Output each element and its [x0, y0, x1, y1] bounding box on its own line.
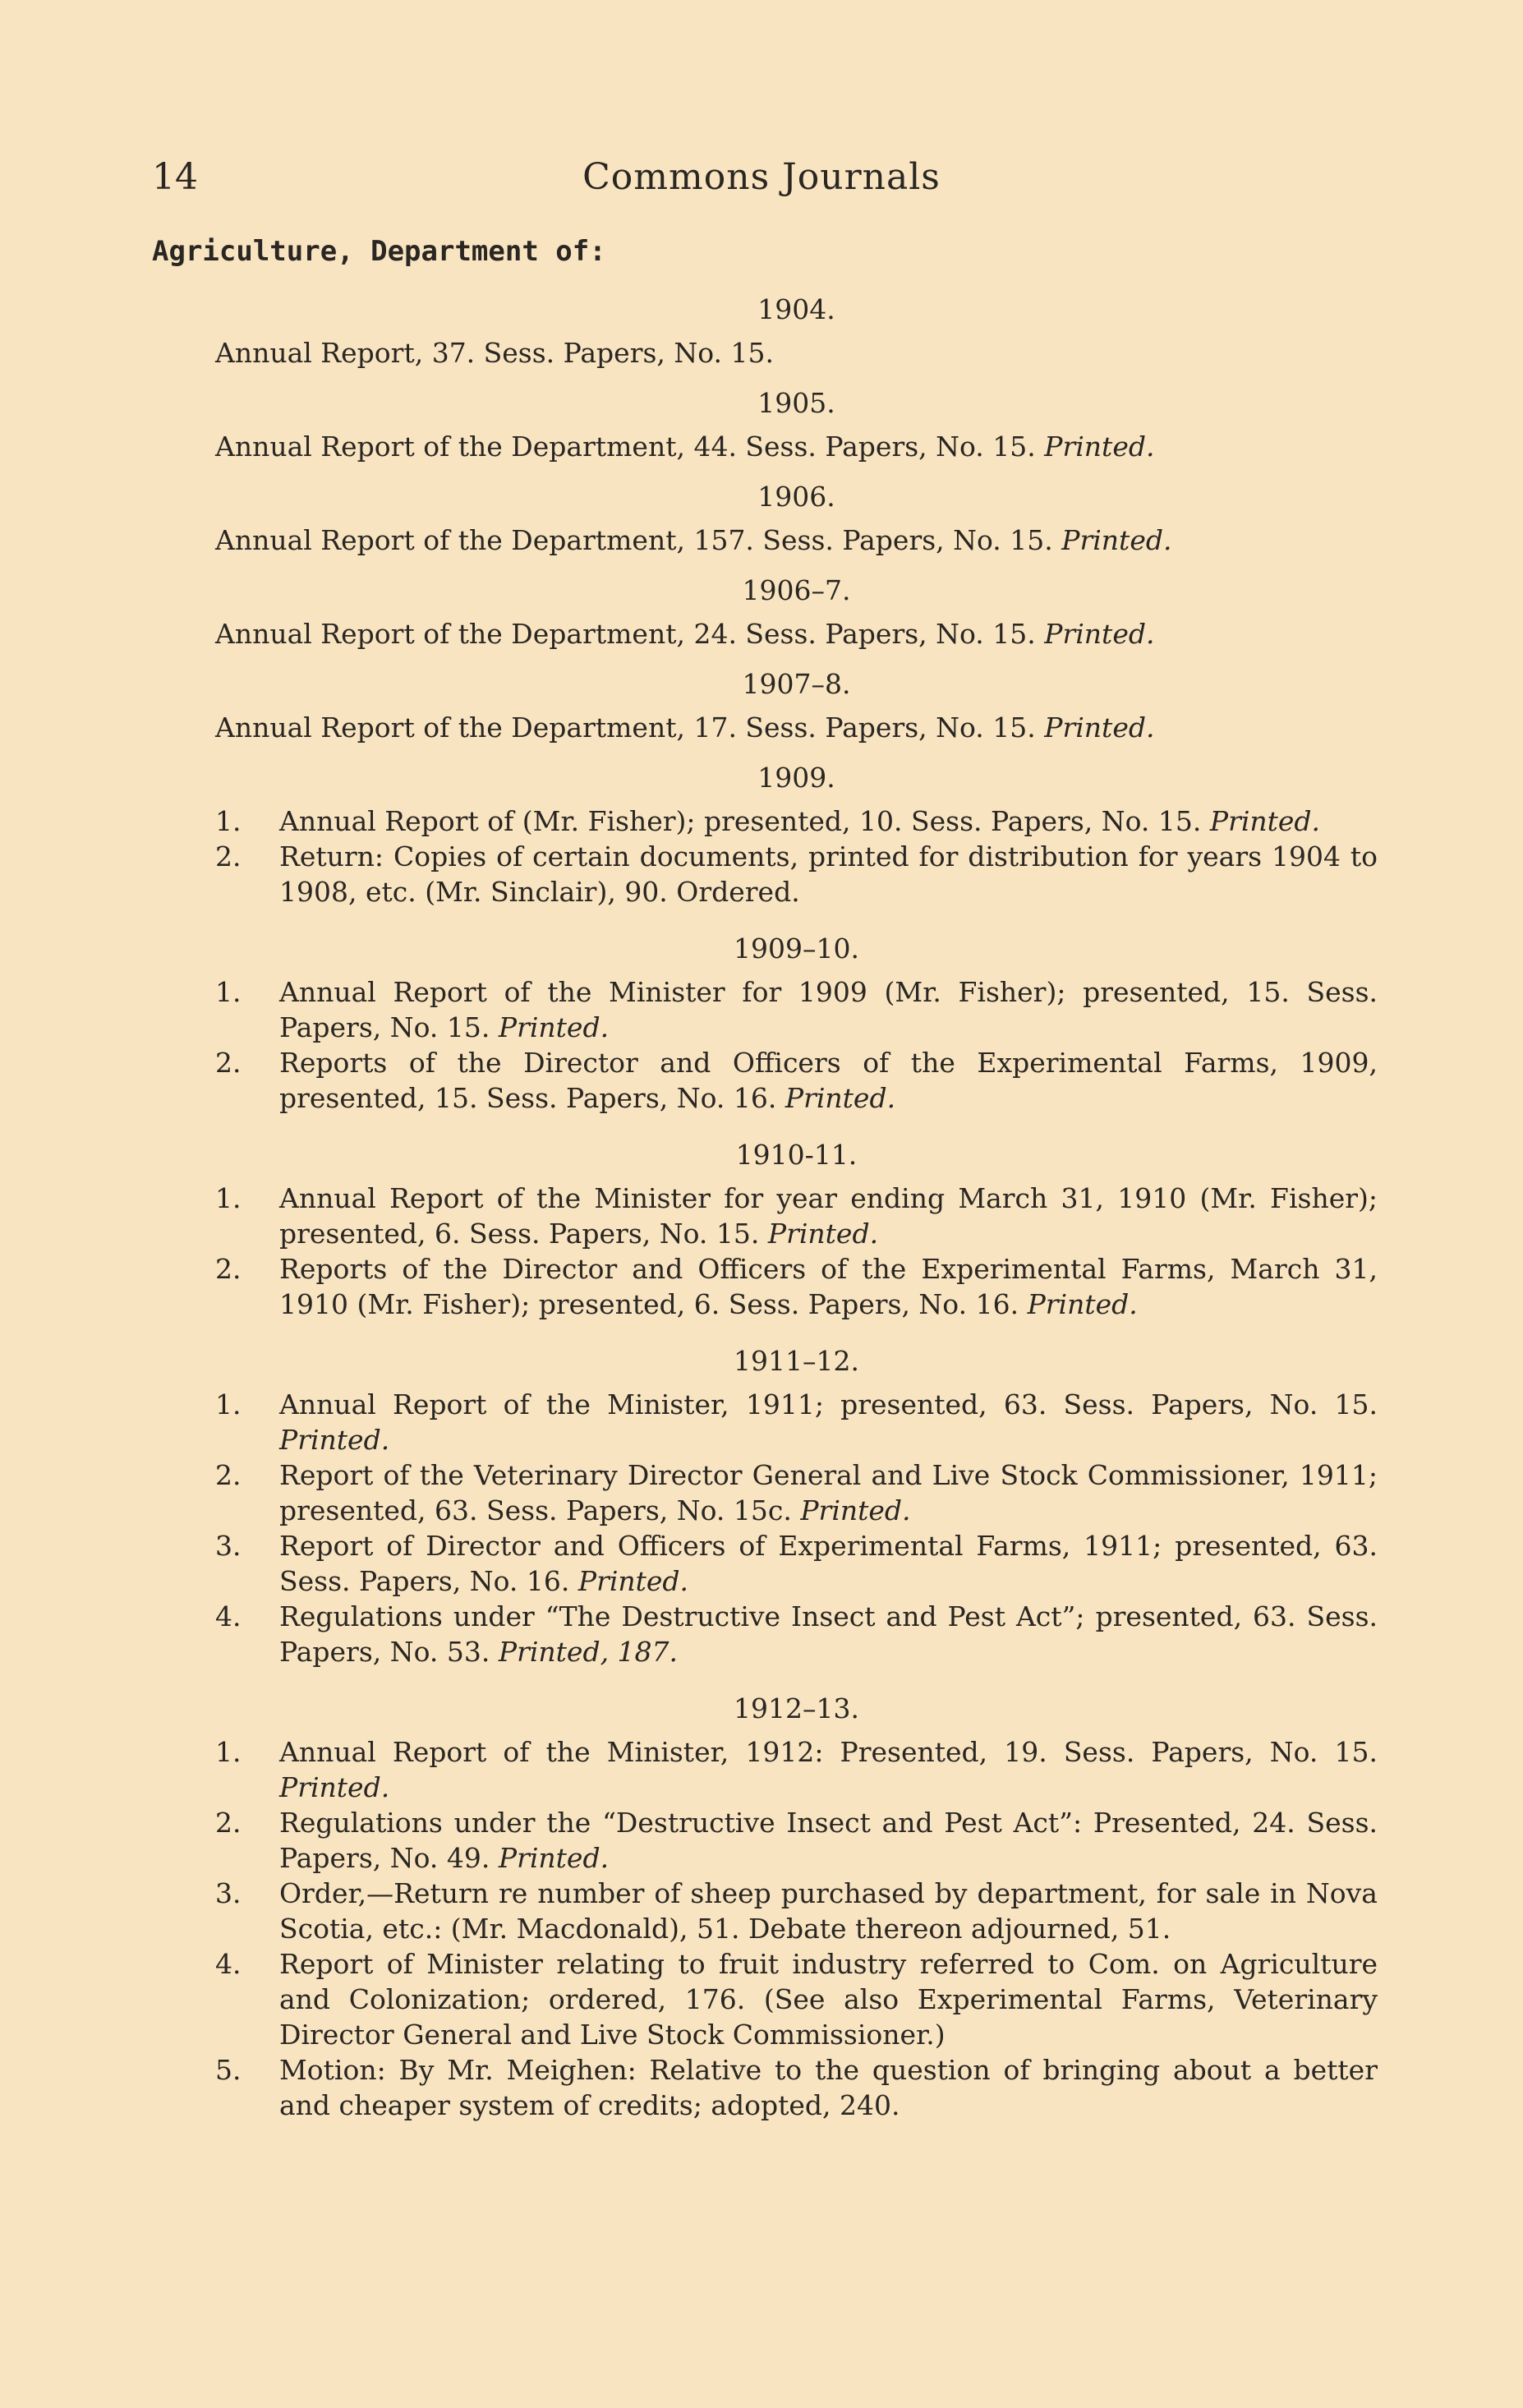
- item-text: Order,—Return re number of sheep purchased by department, for sale in Nova Scotia, etc.: (Mr. Macdonald), 51. Debate thereon adjourned, 51.: [279, 1877, 1378, 1945]
- entry: [215, 335, 1378, 371]
- printed-note: Printed.: [1209, 805, 1321, 837]
- printed-note: Printed.: [1061, 524, 1172, 556]
- item-text: Reports of the Director and Officers of the Experimental Farms, 1909, presented, 15. Sess. Papers, No. 16.: [279, 1047, 1378, 1114]
- year-heading: 1909–10.: [734, 932, 859, 965]
- item-number: 1.: [215, 1736, 242, 1768]
- printed-note: Printed.: [1044, 618, 1155, 650]
- year-heading: 1912–13.: [734, 1692, 859, 1724]
- entry-list: [215, 1734, 1378, 2123]
- item-number: 1.: [215, 1388, 242, 1420]
- item-text: Report of Minister relating to fruit industry referred to Com. on Agriculture and Colonization; ordered, 176. (See also Experimental Farms, Veterinary Director General and Live Stock Commissioner.): [279, 1948, 1378, 2051]
- printed-note: Printed.: [1044, 430, 1155, 463]
- year-heading: 1910-11.: [735, 1139, 858, 1171]
- list-item: [215, 1251, 1378, 1322]
- entry: [215, 616, 1378, 651]
- entry-text: Annual Report of the Department, 157. Sess. Papers, No. 15.: [215, 524, 1053, 556]
- entry-text: Annual Report of the Department, 44. Sess. Papers, No. 15.: [215, 430, 1036, 463]
- year-heading: 1905.: [757, 387, 835, 419]
- item-text: Return: Copies of certain documents, printed for distribution for years 1904 to 1908, etc. (Mr. Sinclair), 90. Ordered.: [279, 840, 1378, 908]
- item-number: 2.: [215, 1807, 242, 1839]
- list-item: [215, 1734, 1378, 1805]
- list-item: [215, 1045, 1378, 1116]
- entry: [215, 429, 1378, 464]
- list-item: [215, 1528, 1378, 1599]
- year-heading: 1907–8.: [742, 668, 851, 700]
- item-number: 3.: [215, 1877, 242, 1909]
- item-number: 1.: [215, 805, 242, 837]
- year-heading: 1909.: [757, 762, 835, 794]
- entry: [215, 523, 1378, 558]
- entry-text: Annual Report of the Department, 24. Sess. Papers, No. 15.: [215, 618, 1036, 650]
- printed-note: Printed.: [498, 1011, 610, 1043]
- printed-note: Printed.: [279, 1424, 390, 1456]
- list-item: [215, 1946, 1378, 2052]
- item-text: Annual Report of the Minister, 1912: Presented, 19. Sess. Papers, No. 15.: [279, 1736, 1378, 1768]
- item-text: Annual Report of the Minister for year ending March 31, 1910 (Mr. Fisher); presented, 6. Sess. Papers, No. 15.: [279, 1182, 1378, 1250]
- year-heading: 1904.: [757, 293, 835, 325]
- list-item: [215, 2052, 1378, 2123]
- entry: [215, 710, 1378, 745]
- item-number: 2.: [215, 1047, 242, 1079]
- item-text: Report of Director and Officers of Experimental Farms, 1911; presented, 63. Sess. Papers, No. 16.: [279, 1530, 1378, 1597]
- printed-note: Printed.: [1044, 711, 1155, 744]
- item-text: Annual Report of the Minister for 1909 (Mr. Fisher); presented, 15. Sess. Papers, No. 15.: [279, 976, 1378, 1043]
- printed-note: Printed.: [1027, 1288, 1138, 1320]
- item-text: Annual Report of (Mr. Fisher); presented, 10. Sess. Papers, No. 15.: [279, 805, 1202, 837]
- printed-note: Printed.: [279, 1771, 390, 1803]
- page-number: 14: [152, 156, 198, 198]
- list-item: [215, 974, 1378, 1045]
- item-text: Report of the Veterinary Director General and Live Stock Commissioner, 1911; presented, 63. Sess. Papers, No. 15c.: [279, 1459, 1378, 1526]
- list-item: [215, 1457, 1378, 1528]
- section-heading: Agriculture, Department of:: [152, 235, 606, 268]
- item-text: Regulations under “The Destructive Insect and Pest Act”; presented, 63. Sess. Papers, No. 53.: [279, 1600, 1378, 1668]
- entry-text: Annual Report of the Department, 17. Sess. Papers, No. 15.: [215, 711, 1036, 744]
- list-item: [215, 1805, 1378, 1876]
- list-item: [215, 839, 1378, 909]
- printed-note: Printed.: [577, 1565, 689, 1597]
- printed-note: Printed.: [800, 1494, 911, 1526]
- list-item: [215, 1181, 1378, 1251]
- item-number: 1.: [215, 1182, 242, 1214]
- item-text: Reports of the Director and Officers of the Experimental Farms, March 31, 1910 (Mr. Fisher); presented, 6. Sess. Papers, No. 16.: [279, 1253, 1378, 1320]
- year-heading: 1911–12.: [734, 1345, 859, 1377]
- item-number: 1.: [215, 976, 242, 1008]
- list-item: [215, 1599, 1378, 1669]
- entries: [215, 292, 1378, 2144]
- entry-list: [215, 1181, 1378, 1322]
- running-head: [152, 156, 1371, 205]
- item-number: 4.: [215, 1600, 242, 1632]
- entry-list: [215, 974, 1378, 1116]
- item-number: 5.: [215, 2054, 242, 2086]
- item-number: 4.: [215, 1948, 242, 1980]
- list-item: [215, 803, 1378, 839]
- item-number: 3.: [215, 1530, 242, 1562]
- item-number: 2.: [215, 1253, 242, 1285]
- year-heading: 1906.: [757, 481, 835, 513]
- item-text: Annual Report of the Minister, 1911; presented, 63. Sess. Papers, No. 15.: [279, 1388, 1378, 1420]
- item-number: 2.: [215, 840, 242, 872]
- entry-text: Annual Report, 37. Sess. Papers, No. 15.: [215, 337, 775, 369]
- item-text: Regulations under the “Destructive Insect and Pest Act”: Presented, 24. Sess. Papers, No. 49.: [279, 1807, 1378, 1874]
- printed-note: Printed.: [785, 1082, 896, 1114]
- entry-list: [215, 803, 1378, 909]
- list-item: [215, 1387, 1378, 1457]
- year-heading: 1906–7.: [742, 574, 851, 606]
- printed-note: Printed.: [767, 1218, 879, 1250]
- journal-title: Commons Journals: [582, 156, 941, 198]
- printed-note: Printed, 187.: [498, 1636, 679, 1668]
- entry-list: [215, 1387, 1378, 1669]
- list-item: [215, 1876, 1378, 1946]
- item-text: Motion: By Mr. Meighen: Relative to the question of bringing about a better and cheaper system of credits; adopted, 240.: [279, 2054, 1378, 2121]
- printed-note: Printed.: [498, 1842, 610, 1874]
- item-number: 2.: [215, 1459, 242, 1491]
